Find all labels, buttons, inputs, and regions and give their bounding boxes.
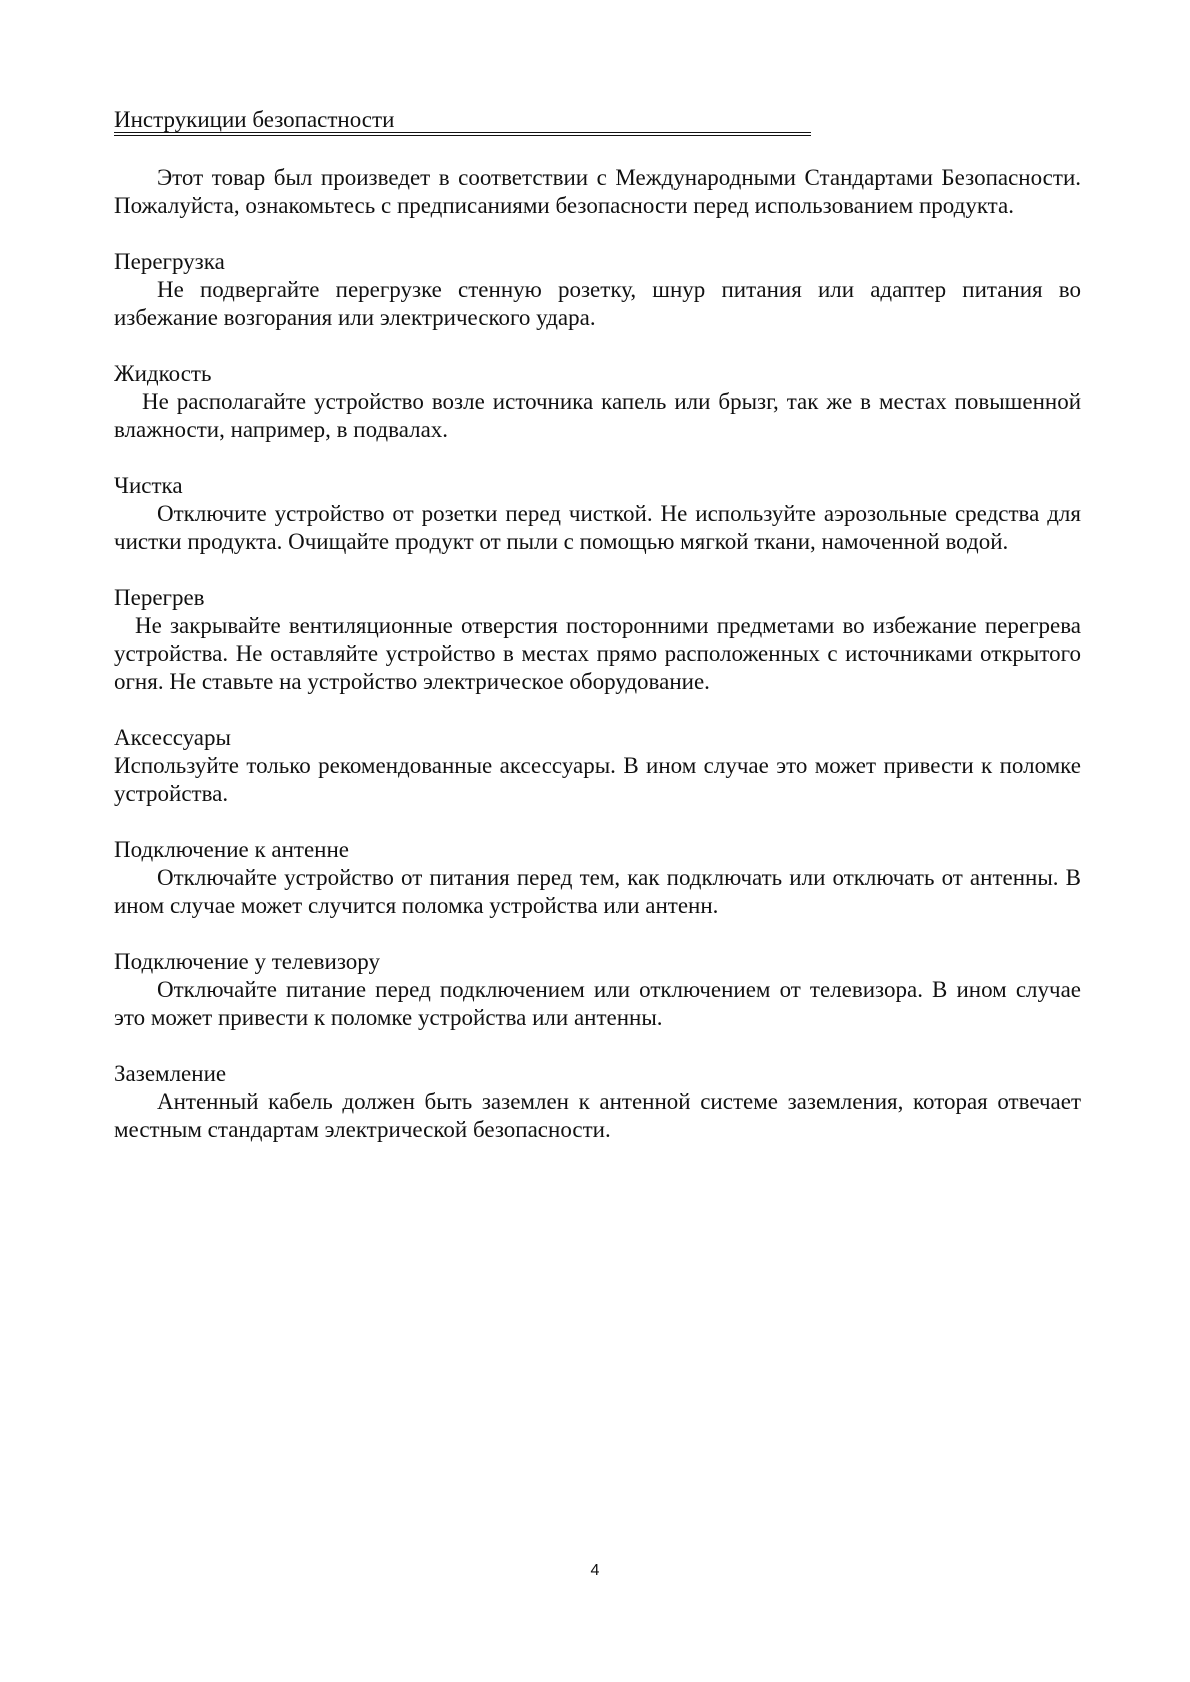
section-body: Не подвергайте перегрузке стенную розетку, шнур питания или адаптер питания во избежание возгорания или электрического удара. [114, 277, 1081, 330]
section-accessories [114, 724, 1081, 808]
section-tv-connection [114, 948, 1081, 1032]
section-body: Отключите устройство от розетки перед чисткой. Не используйте аэрозольные средства для чистки продукта. Очищайте продукт от пыли с помощью мягкой ткани, намоченной водой. [114, 501, 1081, 554]
section-liquid [114, 360, 1081, 444]
section-body: Не закрывайте вентиляционные отверстия посторонними предметами во избежание перегрева устройства. Не оставляйте устройство в местах прямо расположенных с источниками открытого огня. Не ставьте на устройство электрическое оборудование. [114, 613, 1081, 694]
section-grounding [114, 1060, 1081, 1144]
section-heading: Подключение к антенне [114, 837, 349, 862]
section-overload [114, 248, 1081, 332]
section-heading: Жидкость [114, 361, 212, 386]
section-heading: Перегрузка [114, 249, 225, 274]
section-overheat [114, 584, 1081, 696]
section-heading: Аксессуары [114, 725, 231, 750]
section-heading: Заземление [114, 1061, 227, 1086]
section-body: Отключайте питание перед подключением или отключением от телевизора. В ином случае это может привести к поломке устройства или антенны. [114, 977, 1081, 1030]
intro-paragraph: Этот товар был произведет в соответствии с Международными Стандартами Безопасности. Пожалуйста, ознакомьтесь с предписаниями безопасности перед использованием продукта. [114, 165, 1081, 218]
section-cleaning [114, 472, 1081, 556]
title-underline [114, 104, 811, 136]
section-body: Антенный кабель должен быть заземлен к антенной системе заземления, которая отвечает местным стандартам электрической безопасности. [114, 1089, 1081, 1142]
page-title: Инструкиции безопастности [114, 107, 395, 132]
document-page [114, 104, 1081, 1144]
section-heading: Перегрев [114, 585, 205, 610]
section-heading: Чистка [114, 473, 183, 498]
section-antenna-connection [114, 836, 1081, 920]
section-body: Используйте только рекомендованные аксессуары. В ином случае это может привести к поломке устройства. [114, 753, 1081, 806]
section-heading: Подключение у телевизору [114, 949, 380, 974]
section-body: Не располагайте устройство возле источника капель или брызг, так же в местах повышенной влажности, например, в подвалах. [114, 389, 1081, 442]
section-body: Отключайте устройство от питания перед тем, как подключать или отключать от антенны. В ином случае может случится поломка устройства или антенн. [114, 865, 1081, 918]
page-number: 4 [590, 1562, 600, 1579]
